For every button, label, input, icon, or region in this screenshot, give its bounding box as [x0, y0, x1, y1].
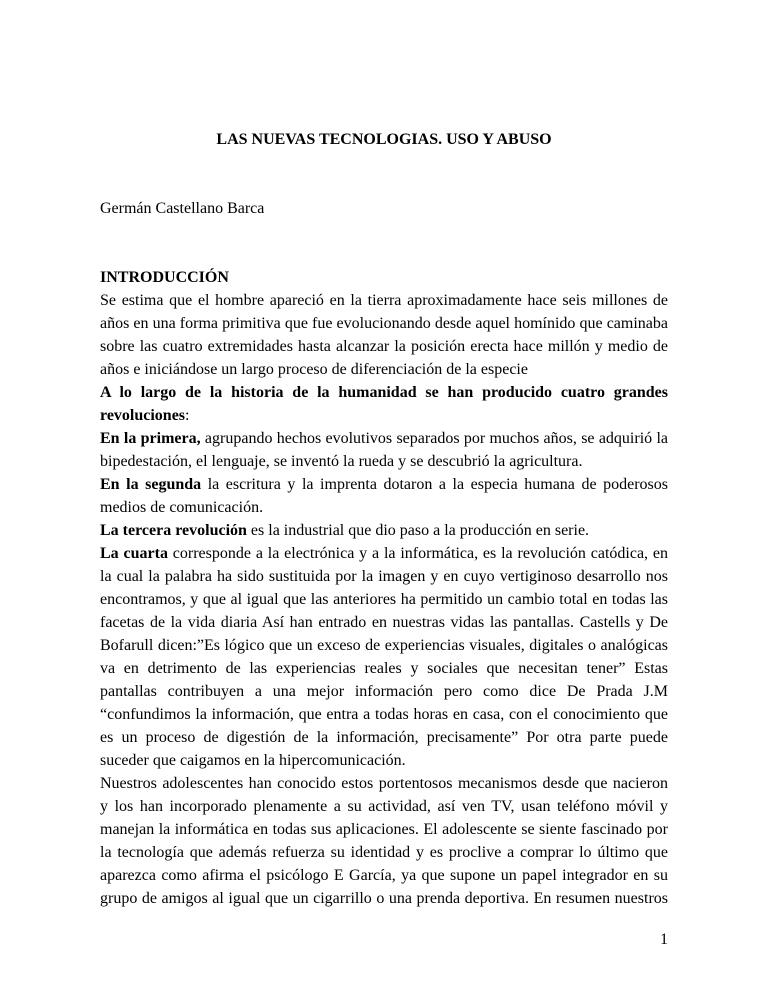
bold-text: En la primera,: [100, 430, 201, 447]
text-line: [100, 657, 668, 680]
line-text: Se estima que el hombre apareció en la tierra aproximadamente hace seis millones de: [100, 292, 668, 309]
line-text: pantallas contribuyen a una mejor información pero como dice De Prada J.M: [100, 683, 668, 700]
line-text: va en detrimento de las experiencias reales y sociales que necesitan tener” Estas: [100, 660, 668, 677]
text-line: [100, 772, 668, 795]
text-line: [100, 726, 668, 749]
line-text: años e iniciándose un largo proceso de diferenciación de la especie: [100, 361, 528, 378]
bold-text: La cuarta: [100, 545, 168, 562]
line-text: y los han incorporado plenamente a su actividad, así ven TV, usan teléfono móvil y: [100, 798, 668, 815]
text-line: [100, 404, 668, 427]
text-line: [100, 519, 668, 542]
line-text: aparezca como afirma el psicólogo E García, ya que supone un papel integrador en su: [100, 867, 668, 884]
text-line: [100, 496, 668, 519]
line-text: es la industrial que dio paso a la producción en serie.: [246, 522, 590, 539]
bold-text: A lo largo de la historia de la humanidad se han producido cuatro grandes: [100, 384, 668, 401]
section-heading: INTRODUCCIÓN: [100, 269, 229, 286]
line-text: encontramos, y que al igual que las anteriores ha permitido un cambio total en todas las: [100, 591, 668, 608]
line-text: corresponde a la electrónica y a la informática, es la revolución catódica, en: [167, 545, 669, 562]
page-number: 1: [660, 931, 668, 948]
line-text: la tecnología que además refuerza su identidad y es proclive a comprar lo último que: [100, 844, 668, 861]
line-text: es un proceso de digestión de la información, precisamente” Por otra parte puede: [100, 729, 668, 746]
text-line: [100, 818, 668, 841]
text-line: [100, 887, 668, 910]
bold-text: En la segunda: [100, 476, 202, 493]
text-line: [100, 289, 668, 312]
text-line: [100, 611, 668, 634]
text-line: [100, 335, 668, 358]
text-line: [100, 634, 668, 657]
text-line: [100, 703, 668, 726]
text-line: [100, 749, 668, 772]
text-line: [100, 381, 668, 404]
line-text: Nuestros adolescentes han conocido estos portentosos mecanismos desde que nacieron: [100, 775, 668, 792]
text-line: [100, 427, 668, 450]
text-line: [100, 450, 668, 473]
body-text: [100, 289, 668, 910]
line-text: años en una forma primitiva que fue evolucionando desde aquel homínido que caminaba: [100, 315, 668, 332]
line-text: bipedestación, el lenguaje, se inventó la rueda y se descubrió la agricultura.: [100, 453, 583, 470]
line-text: facetas de la vida diaria Así han entrado en nuestras vidas las pantallas. Castells y De: [100, 614, 668, 631]
text-line: [100, 864, 668, 887]
text-line: [100, 358, 668, 381]
line-text: “confundimos la información, que entra a todas horas en casa, con el conocimiento que: [100, 706, 668, 723]
text-line: [100, 680, 668, 703]
line-text: manejan la informática en todas sus aplicaciones. El adolescente se siente fascinado por: [100, 821, 668, 838]
text-line: [100, 841, 668, 864]
line-text: medios de comunicación.: [100, 499, 264, 516]
line-text: grupo de amigos al igual que un cigarrillo o una prenda deportiva. En resumen nuestros: [100, 890, 668, 907]
line-text: la cual la palabra ha sido sustituida por la imagen y en cuyo vertiginoso desarrollo nos: [100, 568, 668, 585]
line-text: suceder que caigamos en la hipercomunicación.: [100, 752, 406, 769]
text-line: [100, 795, 668, 818]
line-text: Bofarull dicen:”Es lógico que un exceso de experiencias visuales, digitales o analógicas: [100, 637, 668, 654]
text-line: [100, 473, 668, 496]
line-text: la escritura y la imprenta dotaron a la especia humana de poderosos: [201, 476, 668, 493]
bold-text: La tercera revolución: [100, 522, 247, 539]
text-line: [100, 565, 668, 588]
line-text: agrupando hechos evolutivos separados por muchos años, se adquirió la: [200, 430, 668, 447]
text-line: [100, 542, 668, 565]
text-line: [100, 312, 668, 335]
text-line: [100, 588, 668, 611]
line-text: :: [185, 407, 190, 424]
bold-text: revoluciones: [100, 407, 186, 424]
document-title: LAS NUEVAS TECNOLOGIAS. USO Y ABUSO: [216, 131, 552, 148]
line-text: sobre las cuatro extremidades hasta alcanzar la posición erecta hace millón y medio de: [100, 338, 668, 355]
author-name: Germán Castellano Barca: [100, 200, 265, 217]
